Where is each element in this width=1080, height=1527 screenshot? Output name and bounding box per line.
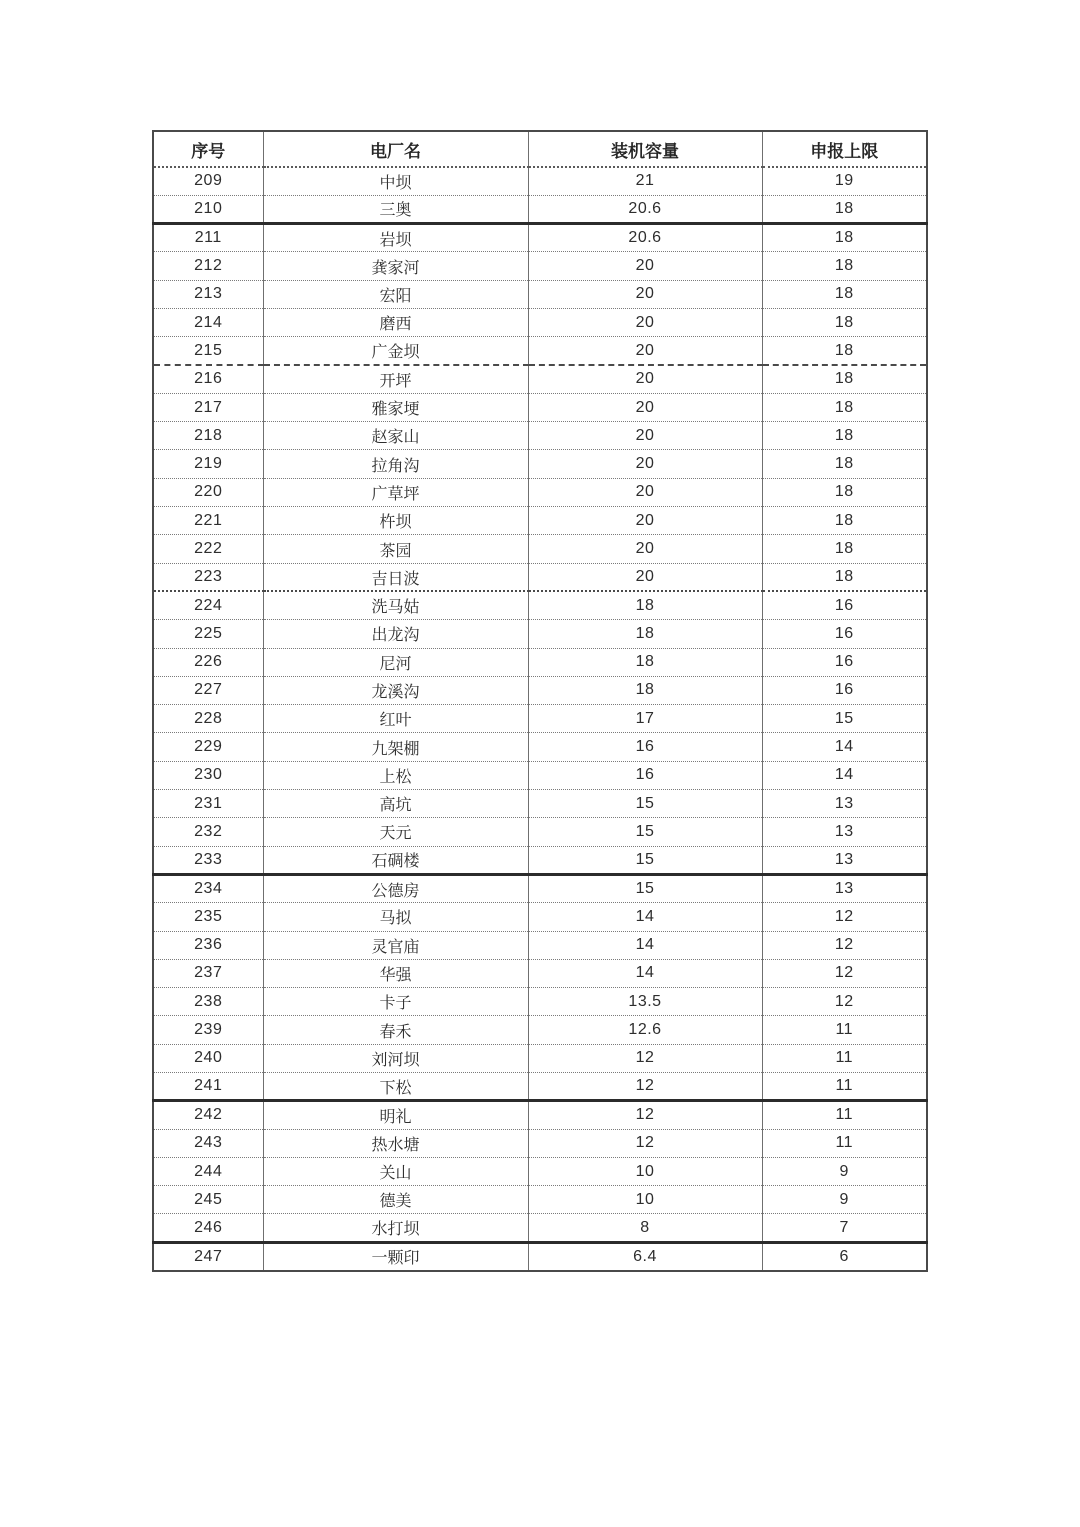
seq-cell: 221 — [153, 507, 263, 535]
limit-cell: 11 — [762, 1073, 927, 1101]
capacity-cell: 20 — [528, 308, 762, 336]
capacity-cell: 20 — [528, 337, 762, 365]
plant-name-cell: 下松 — [263, 1073, 528, 1101]
limit-cell: 12 — [762, 988, 927, 1016]
table-row — [153, 818, 927, 846]
seq-cell: 247 — [153, 1242, 263, 1270]
capacity-cell: 20 — [528, 280, 762, 308]
limit-cell: 18 — [762, 308, 927, 336]
plant-name-cell: 吉日波 — [263, 563, 528, 591]
seq-cell: 220 — [153, 478, 263, 506]
seq-cell: 243 — [153, 1129, 263, 1157]
table-row — [153, 167, 927, 195]
seq-cell: 231 — [153, 790, 263, 818]
table-row — [153, 988, 927, 1016]
limit-cell: 11 — [762, 1044, 927, 1072]
seq-cell: 236 — [153, 931, 263, 959]
limit-cell: 18 — [762, 450, 927, 478]
plant-name-cell: 出龙沟 — [263, 620, 528, 648]
table-row — [153, 1186, 927, 1214]
table-row — [153, 280, 927, 308]
capacity-cell: 18 — [528, 676, 762, 704]
plant-name-cell: 水打坝 — [263, 1214, 528, 1242]
table-row — [153, 450, 927, 478]
table-row — [153, 393, 927, 421]
table-row — [153, 365, 927, 393]
limit-cell: 12 — [762, 959, 927, 987]
capacity-cell: 20.6 — [528, 224, 762, 252]
plant-name-cell: 龚家河 — [263, 252, 528, 280]
limit-cell: 16 — [762, 676, 927, 704]
capacity-cell: 20 — [528, 252, 762, 280]
seq-cell: 238 — [153, 988, 263, 1016]
table-row — [153, 790, 927, 818]
capacity-cell: 18 — [528, 591, 762, 619]
seq-cell: 235 — [153, 903, 263, 931]
table-row — [153, 620, 927, 648]
seq-cell: 241 — [153, 1073, 263, 1101]
limit-cell: 9 — [762, 1186, 927, 1214]
seq-cell: 215 — [153, 337, 263, 365]
seq-cell: 242 — [153, 1101, 263, 1129]
table-row — [153, 1214, 927, 1242]
seq-cell: 212 — [153, 252, 263, 280]
table-header-row — [153, 131, 927, 167]
plant-name-cell: 洗马姑 — [263, 591, 528, 619]
plant-name-cell: 关山 — [263, 1157, 528, 1185]
table-row — [153, 959, 927, 987]
plant-name-cell: 高坑 — [263, 790, 528, 818]
seq-cell: 210 — [153, 195, 263, 223]
capacity-cell: 20 — [528, 393, 762, 421]
header-cell-limit: 申报上限 — [762, 131, 927, 167]
capacity-cell: 15 — [528, 818, 762, 846]
plant-name-cell: 卡子 — [263, 988, 528, 1016]
table-row — [153, 563, 927, 591]
plant-name-cell: 杵坝 — [263, 507, 528, 535]
plant-name-cell: 上松 — [263, 761, 528, 789]
plant-name-cell: 岩坝 — [263, 224, 528, 252]
capacity-cell: 10 — [528, 1186, 762, 1214]
seq-cell: 230 — [153, 761, 263, 789]
limit-cell: 18 — [762, 252, 927, 280]
seq-cell: 233 — [153, 846, 263, 874]
table-row — [153, 733, 927, 761]
seq-cell: 216 — [153, 365, 263, 393]
table-row — [153, 648, 927, 676]
capacity-cell: 15 — [528, 874, 762, 902]
plant-name-cell: 马拟 — [263, 903, 528, 931]
capacity-cell: 20 — [528, 507, 762, 535]
limit-cell: 13 — [762, 790, 927, 818]
limit-cell: 18 — [762, 224, 927, 252]
capacity-cell: 15 — [528, 846, 762, 874]
seq-cell: 219 — [153, 450, 263, 478]
capacity-cell: 16 — [528, 761, 762, 789]
limit-cell: 11 — [762, 1129, 927, 1157]
limit-cell: 9 — [762, 1157, 927, 1185]
table-row — [153, 252, 927, 280]
limit-cell: 16 — [762, 648, 927, 676]
limit-cell: 18 — [762, 393, 927, 421]
table-row — [153, 846, 927, 874]
seq-cell: 224 — [153, 591, 263, 619]
plant-name-cell: 宏阳 — [263, 280, 528, 308]
capacity-cell: 20 — [528, 563, 762, 591]
limit-cell: 12 — [762, 931, 927, 959]
plant-name-cell: 热水塘 — [263, 1129, 528, 1157]
capacity-cell: 12.6 — [528, 1016, 762, 1044]
table-row — [153, 224, 927, 252]
seq-cell: 214 — [153, 308, 263, 336]
seq-cell: 245 — [153, 1186, 263, 1214]
table-row — [153, 761, 927, 789]
capacity-cell: 14 — [528, 931, 762, 959]
plant-name-cell: 广草坪 — [263, 478, 528, 506]
limit-cell: 7 — [762, 1214, 927, 1242]
table-row — [153, 591, 927, 619]
capacity-cell: 6.4 — [528, 1242, 762, 1270]
limit-cell: 18 — [762, 365, 927, 393]
plant-name-cell: 磨西 — [263, 308, 528, 336]
capacity-cell: 12 — [528, 1101, 762, 1129]
plant-name-cell: 华强 — [263, 959, 528, 987]
table-row — [153, 507, 927, 535]
plant-name-cell: 天元 — [263, 818, 528, 846]
plant-name-cell: 尼河 — [263, 648, 528, 676]
table-row — [153, 676, 927, 704]
limit-cell: 16 — [762, 620, 927, 648]
plant-name-cell: 雅家埂 — [263, 393, 528, 421]
seq-cell: 226 — [153, 648, 263, 676]
plant-name-cell: 拉角沟 — [263, 450, 528, 478]
capacity-cell: 18 — [528, 648, 762, 676]
capacity-cell: 8 — [528, 1214, 762, 1242]
table-row — [153, 1242, 927, 1270]
table-row — [153, 195, 927, 223]
capacity-cell: 21 — [528, 167, 762, 195]
seq-cell: 239 — [153, 1016, 263, 1044]
plant-name-cell: 公德房 — [263, 874, 528, 902]
plant-name-cell: 春禾 — [263, 1016, 528, 1044]
limit-cell: 11 — [762, 1016, 927, 1044]
limit-cell: 18 — [762, 280, 927, 308]
seq-cell: 234 — [153, 874, 263, 902]
plant-name-cell: 一颗印 — [263, 1242, 528, 1270]
seq-cell: 228 — [153, 705, 263, 733]
capacity-cell: 20 — [528, 450, 762, 478]
seq-cell: 232 — [153, 818, 263, 846]
capacity-cell: 18 — [528, 620, 762, 648]
plant-name-cell: 龙溪沟 — [263, 676, 528, 704]
limit-cell: 18 — [762, 195, 927, 223]
limit-cell: 11 — [762, 1101, 927, 1129]
table-row — [153, 1044, 927, 1072]
limit-cell: 13 — [762, 818, 927, 846]
capacity-cell: 12 — [528, 1073, 762, 1101]
header-cell-seq: 序号 — [153, 131, 263, 167]
capacity-cell: 12 — [528, 1044, 762, 1072]
capacity-cell: 20 — [528, 365, 762, 393]
plant-name-cell: 广金坝 — [263, 337, 528, 365]
seq-cell: 244 — [153, 1157, 263, 1185]
capacity-cell: 15 — [528, 790, 762, 818]
table-row — [153, 422, 927, 450]
plant-name-cell: 三奥 — [263, 195, 528, 223]
limit-cell: 13 — [762, 874, 927, 902]
capacity-cell: 12 — [528, 1129, 762, 1157]
seq-cell: 218 — [153, 422, 263, 450]
plant-name-cell: 刘河坝 — [263, 1044, 528, 1072]
limit-cell: 18 — [762, 563, 927, 591]
seq-cell: 211 — [153, 224, 263, 252]
seq-cell: 229 — [153, 733, 263, 761]
table-row — [153, 478, 927, 506]
seq-cell: 240 — [153, 1044, 263, 1072]
table-row — [153, 308, 927, 336]
limit-cell: 18 — [762, 535, 927, 563]
plant-name-cell: 德美 — [263, 1186, 528, 1214]
capacity-cell: 16 — [528, 733, 762, 761]
limit-cell: 14 — [762, 761, 927, 789]
plant-name-cell: 茶园 — [263, 535, 528, 563]
table-row — [153, 1073, 927, 1101]
capacity-cell: 10 — [528, 1157, 762, 1185]
table-row — [153, 1157, 927, 1185]
table-row — [153, 705, 927, 733]
limit-cell: 18 — [762, 507, 927, 535]
capacity-cell: 17 — [528, 705, 762, 733]
table-row — [153, 1129, 927, 1157]
limit-cell: 19 — [762, 167, 927, 195]
capacity-cell: 20 — [528, 535, 762, 563]
limit-cell: 6 — [762, 1242, 927, 1270]
header-cell-capacity: 装机容量 — [528, 131, 762, 167]
limit-cell: 18 — [762, 478, 927, 506]
plant-name-cell: 赵家山 — [263, 422, 528, 450]
capacity-cell: 13.5 — [528, 988, 762, 1016]
plant-name-cell: 中坝 — [263, 167, 528, 195]
limit-cell: 12 — [762, 903, 927, 931]
plant-name-cell: 石碉楼 — [263, 846, 528, 874]
seq-cell: 217 — [153, 393, 263, 421]
plant-name-cell: 九架棚 — [263, 733, 528, 761]
seq-cell: 237 — [153, 959, 263, 987]
table-row — [153, 931, 927, 959]
table-row — [153, 903, 927, 931]
table-row — [153, 1016, 927, 1044]
capacity-cell: 14 — [528, 959, 762, 987]
capacity-cell: 14 — [528, 903, 762, 931]
power-plant-table — [152, 130, 928, 1272]
limit-cell: 14 — [762, 733, 927, 761]
table-row — [153, 1101, 927, 1129]
plant-name-cell: 开坪 — [263, 365, 528, 393]
seq-cell: 225 — [153, 620, 263, 648]
capacity-cell: 20 — [528, 422, 762, 450]
seq-cell: 213 — [153, 280, 263, 308]
table-row — [153, 874, 927, 902]
seq-cell: 246 — [153, 1214, 263, 1242]
plant-name-cell: 明礼 — [263, 1101, 528, 1129]
limit-cell: 18 — [762, 422, 927, 450]
limit-cell: 15 — [762, 705, 927, 733]
header-cell-name: 电厂名 — [263, 131, 528, 167]
limit-cell: 13 — [762, 846, 927, 874]
seq-cell: 227 — [153, 676, 263, 704]
plant-name-cell: 灵官庙 — [263, 931, 528, 959]
table-row — [153, 337, 927, 365]
seq-cell: 222 — [153, 535, 263, 563]
plant-name-cell: 红叶 — [263, 705, 528, 733]
capacity-cell: 20.6 — [528, 195, 762, 223]
limit-cell: 16 — [762, 591, 927, 619]
table-row — [153, 535, 927, 563]
seq-cell: 209 — [153, 167, 263, 195]
seq-cell: 223 — [153, 563, 263, 591]
capacity-cell: 20 — [528, 478, 762, 506]
limit-cell: 18 — [762, 337, 927, 365]
